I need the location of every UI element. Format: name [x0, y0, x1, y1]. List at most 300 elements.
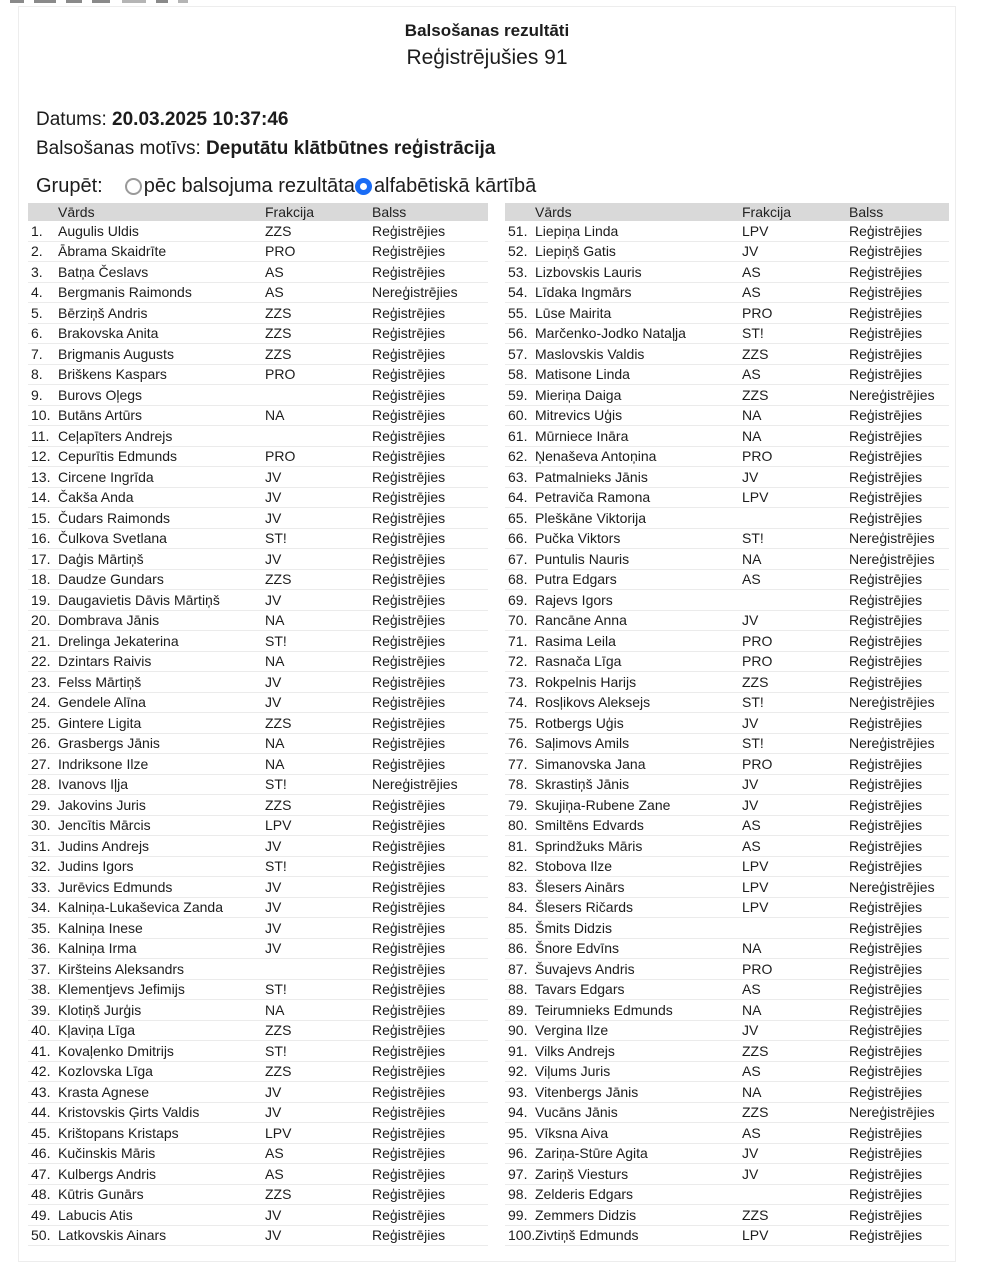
- cell-number: 28.: [31, 776, 51, 793]
- cell-faction: JV: [265, 1206, 282, 1223]
- table-row: [28, 1226, 488, 1247]
- cell-name: Mūrniece Ināra: [535, 427, 629, 444]
- cell-faction: LPV: [742, 222, 769, 239]
- cell-name: Kristovskis Ģirts Valdis: [58, 1104, 200, 1121]
- cell-name: Rosļikovs Aleksejs: [535, 694, 651, 711]
- cell-number: 43.: [31, 1083, 51, 1100]
- cell-number: 11.: [31, 427, 50, 444]
- cell-vote: Nereģistrējies: [849, 386, 935, 403]
- cell-number: 53.: [508, 263, 528, 280]
- cell-number: 55.: [508, 304, 528, 321]
- table-row: [28, 242, 488, 263]
- cell-name: Pleškāne Viktorija: [535, 509, 647, 526]
- cell-name: Vilks Andrejs: [535, 1042, 615, 1059]
- cell-name: Puntulis Nauris: [535, 550, 630, 567]
- cell-vote: Reģistrējies: [372, 509, 446, 526]
- cell-vote: Reģistrējies: [372, 489, 446, 506]
- cell-number: 19.: [31, 591, 51, 608]
- cell-vote: Reģistrējies: [849, 940, 923, 957]
- cell-name: Kļaviņa Līga: [58, 1022, 136, 1039]
- cell-vote: Reģistrējies: [849, 899, 923, 916]
- cell-name: Cepurītis Edmunds: [58, 448, 178, 465]
- cell-number: 78.: [508, 776, 528, 793]
- cell-vote: Reģistrējies: [849, 1063, 923, 1080]
- cell-name: Viļums Juris: [535, 1063, 611, 1080]
- cell-vote: Reģistrējies: [372, 243, 446, 260]
- cell-faction: NA: [742, 1001, 762, 1018]
- cell-vote: Reģistrējies: [849, 632, 923, 649]
- table-row: [28, 693, 488, 714]
- radio-option-label: pēc balsojuma rezultāta: [143, 174, 355, 197]
- cell-faction: NA: [742, 427, 762, 444]
- cell-vote: Nereģistrējies: [849, 530, 935, 547]
- table-row: [28, 549, 488, 570]
- cell-faction: PRO: [742, 653, 773, 670]
- cell-vote: Reģistrējies: [849, 1206, 923, 1223]
- table-row: [505, 590, 949, 611]
- cell-number: 100.: [508, 1227, 536, 1244]
- cell-number: 58.: [508, 366, 528, 383]
- table-row: [28, 1082, 488, 1103]
- cell-vote: Reģistrējies: [372, 755, 446, 772]
- cell-vote: Reģistrējies: [849, 571, 923, 588]
- motive-label: Balsošanas motīvs:: [36, 138, 201, 159]
- date-value: 20.03.2025 10:37:46: [112, 109, 289, 130]
- cell-faction: NA: [742, 407, 762, 424]
- table-row: [505, 754, 949, 775]
- cell-number: 14.: [31, 489, 51, 506]
- cell-name: Vucāns Jānis: [535, 1104, 618, 1121]
- cell-name: Čakša Anda: [58, 489, 134, 506]
- cell-faction: AS: [742, 263, 761, 280]
- cell-vote: Reģistrējies: [372, 1206, 446, 1223]
- cell-number: 92.: [508, 1063, 528, 1080]
- cell-faction: ZZS: [742, 1042, 769, 1059]
- clipped-top-text-artifact: [156, 0, 168, 3]
- cell-faction: LPV: [265, 817, 292, 834]
- cell-number: 80.: [508, 817, 528, 834]
- cell-number: 8.: [31, 366, 43, 383]
- cell-faction: AS: [742, 1124, 761, 1141]
- cell-number: 17.: [31, 550, 51, 567]
- cell-vote: Reģistrējies: [372, 366, 446, 383]
- cell-vote: Nereģistrējies: [372, 284, 458, 301]
- registered-count: Reģistrējušies 91: [406, 46, 568, 69]
- table-row: [28, 590, 488, 611]
- cell-faction: AS: [742, 817, 761, 834]
- table-row: [505, 324, 949, 345]
- table-row: [505, 467, 949, 488]
- cell-faction: ZZS: [742, 673, 769, 690]
- cell-faction: ST!: [265, 981, 287, 998]
- table-row: [28, 529, 488, 550]
- cell-faction: ST!: [265, 530, 287, 547]
- table-row: [28, 939, 488, 960]
- table-row: [28, 1164, 488, 1185]
- table-row: [28, 1144, 488, 1165]
- cell-vote: Reģistrējies: [849, 612, 923, 629]
- cell-name: Kalniņa Inese: [58, 919, 143, 936]
- cell-number: 20.: [31, 612, 51, 629]
- radio-icon[interactable]: [125, 178, 142, 195]
- cell-number: 59.: [508, 386, 528, 403]
- cell-faction: ZZS: [265, 1063, 292, 1080]
- table-row: [505, 365, 949, 386]
- cell-faction: NA: [742, 550, 762, 567]
- cell-name: Ivanovs Iļja: [58, 776, 129, 793]
- cell-vote: Reģistrējies: [849, 222, 923, 239]
- table-right-half: [505, 203, 949, 1246]
- cell-faction: NA: [265, 407, 285, 424]
- cell-vote: Reģistrējies: [849, 653, 923, 670]
- table-row: [28, 221, 488, 242]
- cell-vote: Reģistrējies: [372, 960, 446, 977]
- cell-name: Felss Mārtiņš: [58, 673, 142, 690]
- cell-name: Klotiņš Jurģis: [58, 1001, 142, 1018]
- cell-name: Drelinga Jekaterina: [58, 632, 179, 649]
- cell-faction: PRO: [265, 243, 296, 260]
- cell-name: Kalniņa Irma: [58, 940, 137, 957]
- cell-vote: Reģistrējies: [849, 284, 923, 301]
- table-row: [505, 631, 949, 652]
- cell-number: 49.: [31, 1206, 51, 1223]
- cell-faction: AS: [742, 981, 761, 998]
- cell-name: Grasbergs Jānis: [58, 735, 160, 752]
- cell-faction: ZZS: [265, 222, 292, 239]
- cell-name: Brigmanis Augusts: [58, 345, 174, 362]
- cell-faction: PRO: [742, 755, 773, 772]
- cell-number: 24.: [31, 694, 51, 711]
- table-row: [505, 1062, 949, 1083]
- cell-number: 44.: [31, 1104, 51, 1121]
- cell-name: Zemmers Didzis: [535, 1206, 637, 1223]
- cell-faction: ZZS: [265, 1186, 292, 1203]
- cell-name: Daģis Mārtiņš: [58, 550, 144, 567]
- cell-number: 25.: [31, 714, 51, 731]
- cell-vote: Nereģistrējies: [849, 878, 935, 895]
- cell-vote: Reģistrējies: [372, 796, 446, 813]
- cell-number: 90.: [508, 1022, 528, 1039]
- cell-vote: Reģistrējies: [372, 304, 446, 321]
- cell-number: 32.: [31, 858, 51, 875]
- cell-vote: Reģistrējies: [849, 817, 923, 834]
- table-header-row: [28, 203, 488, 221]
- cell-faction: LPV: [742, 489, 769, 506]
- cell-name: Kulbergs Andris: [58, 1165, 157, 1182]
- cell-number: 29.: [31, 796, 51, 813]
- cell-number: 18.: [31, 571, 51, 588]
- cell-name: Latkovskis Ainars: [58, 1227, 167, 1244]
- cell-number: 76.: [508, 735, 528, 752]
- table-row: [505, 939, 949, 960]
- cell-faction: ST!: [742, 694, 764, 711]
- cell-faction: JV: [742, 796, 759, 813]
- cell-vote: Reģistrējies: [372, 1063, 446, 1080]
- cell-vote: Reģistrējies: [372, 694, 446, 711]
- results-panel: [18, 6, 956, 1262]
- cell-vote: Reģistrējies: [372, 714, 446, 731]
- cell-faction: JV: [265, 673, 282, 690]
- cell-vote: Reģistrējies: [849, 366, 923, 383]
- table-row: [505, 795, 949, 816]
- cell-faction: ST!: [265, 632, 287, 649]
- cell-number: 42.: [31, 1063, 51, 1080]
- cell-number: 50.: [31, 1227, 51, 1244]
- table-row: [28, 631, 488, 652]
- table-row: [505, 1205, 949, 1226]
- table-row: [505, 713, 949, 734]
- cell-number: 79.: [508, 796, 528, 813]
- cell-vote: Reģistrējies: [849, 427, 923, 444]
- cell-name: Sprindžuks Māris: [535, 837, 643, 854]
- cell-name: Butāns Artūrs: [58, 407, 143, 424]
- cell-faction: LPV: [742, 899, 769, 916]
- cell-name: Dombrava Jānis: [58, 612, 160, 629]
- cell-name: Šmits Didzis: [535, 919, 613, 936]
- clipped-top-text-artifact: [10, 0, 24, 3]
- cell-vote: Reģistrējies: [372, 1001, 446, 1018]
- cell-faction: AS: [265, 1165, 284, 1182]
- table-row: [28, 898, 488, 919]
- cell-name: Rokpelnis Harijs: [535, 673, 637, 690]
- cell-vote: Reģistrējies: [372, 981, 446, 998]
- cell-number: 84.: [508, 899, 528, 916]
- cell-vote: Reģistrējies: [849, 796, 923, 813]
- cell-faction: LPV: [742, 878, 769, 895]
- column-header-vote: Balss: [849, 204, 884, 220]
- cell-name: Marčenko-Jodko Nataļja: [535, 325, 686, 342]
- cell-number: 35.: [31, 919, 51, 936]
- cell-name: Zariņš Viesturs: [535, 1165, 629, 1182]
- table-row: [28, 426, 488, 447]
- table-row: [505, 836, 949, 857]
- cell-name: Rasnača Līga: [535, 653, 622, 670]
- table-row: [505, 898, 949, 919]
- cell-faction: AS: [742, 837, 761, 854]
- cell-name: Judins Andrejs: [58, 837, 150, 854]
- table-row: [505, 980, 949, 1001]
- cell-number: 41.: [31, 1042, 51, 1059]
- table-header-row: [505, 203, 949, 221]
- table-row: [28, 488, 488, 509]
- column-header-vote: Balss: [372, 204, 407, 220]
- cell-vote: Reģistrējies: [849, 489, 923, 506]
- cell-vote: Reģistrējies: [372, 878, 446, 895]
- cell-number: 61.: [508, 427, 528, 444]
- cell-name: Teirumnieks Edmunds: [535, 1001, 673, 1018]
- cell-vote: Reģistrējies: [372, 530, 446, 547]
- cell-number: 68.: [508, 571, 528, 588]
- table-row: [28, 857, 488, 878]
- cell-number: 64.: [508, 489, 528, 506]
- cell-faction: AS: [742, 571, 761, 588]
- cell-faction: JV: [742, 243, 759, 260]
- cell-faction: PRO: [265, 366, 296, 383]
- table-row: [28, 1000, 488, 1021]
- cell-faction: JV: [265, 489, 282, 506]
- table-row: [505, 242, 949, 263]
- cell-name: Lizbovskis Lauris: [535, 263, 642, 280]
- cell-number: 31.: [31, 837, 51, 854]
- table-row: [28, 1021, 488, 1042]
- cell-vote: Reģistrējies: [372, 858, 446, 875]
- cell-vote: Reģistrējies: [849, 776, 923, 793]
- cell-vote: Nereģistrējies: [849, 1104, 935, 1121]
- cell-faction: AS: [742, 284, 761, 301]
- cell-faction: AS: [265, 284, 284, 301]
- cell-number: 66.: [508, 530, 528, 547]
- table-row: [28, 713, 488, 734]
- cell-vote: Reģistrējies: [849, 1022, 923, 1039]
- cell-number: 22.: [31, 653, 51, 670]
- radio-option-alphabetical[interactable]: [355, 175, 536, 198]
- table-row: [28, 447, 488, 468]
- cell-number: 34.: [31, 899, 51, 916]
- cell-name: Saļimovs Amils: [535, 735, 630, 752]
- cell-number: 81.: [508, 837, 528, 854]
- cell-vote: Reģistrējies: [849, 304, 923, 321]
- cell-number: 3.: [31, 263, 43, 280]
- motive-value: Deputātu klātbūtnes reģistrācija: [206, 138, 496, 159]
- radio-option-by-vote-result[interactable]: [125, 175, 355, 198]
- cell-name: Šlesers Ainārs: [535, 878, 625, 895]
- cell-faction: PRO: [742, 448, 773, 465]
- table-row: [505, 1041, 949, 1062]
- table-row: [505, 406, 949, 427]
- cell-vote: Nereģistrējies: [849, 694, 935, 711]
- cell-number: 54.: [508, 284, 528, 301]
- cell-faction: ZZS: [265, 325, 292, 342]
- cell-number: 73.: [508, 673, 528, 690]
- clipped-top-text-artifact: [92, 0, 110, 3]
- cell-vote: Reģistrējies: [849, 714, 923, 731]
- table-row: [28, 959, 488, 980]
- cell-faction: JV: [742, 468, 759, 485]
- cell-faction: JV: [265, 837, 282, 854]
- cell-name: Gintere Ligita: [58, 714, 142, 731]
- cell-faction: ST!: [265, 858, 287, 875]
- cell-name: Ņenaševa Antoņina: [535, 448, 657, 465]
- cell-vote: Reģistrējies: [372, 632, 446, 649]
- clipped-top-text-artifact: [34, 0, 56, 3]
- table-row: [505, 529, 949, 550]
- table-row: [505, 877, 949, 898]
- motive-line: [36, 138, 955, 160]
- cell-name: Ābrama Skaidrīte: [58, 243, 167, 260]
- cell-faction: JV: [265, 878, 282, 895]
- cell-faction: LPV: [265, 1124, 292, 1141]
- cell-number: 77.: [508, 755, 528, 772]
- cell-number: 33.: [31, 878, 51, 895]
- cell-vote: Reģistrējies: [372, 1124, 446, 1141]
- cell-vote: Reģistrējies: [849, 673, 923, 690]
- cell-vote: Reģistrējies: [372, 325, 446, 342]
- cell-name: Bergmanis Raimonds: [58, 284, 192, 301]
- table-row: [28, 385, 488, 406]
- cell-name: Šnore Edvīns: [535, 940, 620, 957]
- table-row: [28, 467, 488, 488]
- cell-faction: JV: [265, 591, 282, 608]
- cell-faction: ZZS: [265, 571, 292, 588]
- cell-name: Mitrevics Uģis: [535, 407, 623, 424]
- cell-faction: NA: [742, 940, 762, 957]
- cell-number: 60.: [508, 407, 528, 424]
- table-row: [505, 447, 949, 468]
- cell-name: Briškens Kaspars: [58, 366, 167, 383]
- table-row: [28, 508, 488, 529]
- cell-name: Krištopans Kristaps: [58, 1124, 179, 1141]
- cell-faction: ZZS: [265, 304, 292, 321]
- cell-vote: Reģistrējies: [849, 1001, 923, 1018]
- cell-faction: ZZS: [742, 345, 769, 362]
- table-row: [505, 344, 949, 365]
- cell-vote: Reģistrējies: [372, 735, 446, 752]
- cell-name: Smiltēns Edvards: [535, 817, 644, 834]
- cell-number: 62.: [508, 448, 528, 465]
- table-row: [505, 775, 949, 796]
- cell-vote: Reģistrējies: [372, 1165, 446, 1182]
- table-row: [505, 816, 949, 837]
- cell-faction: JV: [265, 919, 282, 936]
- cell-number: 70.: [508, 612, 528, 629]
- cell-faction: NA: [742, 1083, 762, 1100]
- cell-vote: Reģistrējies: [849, 407, 923, 424]
- column-header-name: Vārds: [535, 204, 572, 220]
- table-row: [28, 365, 488, 386]
- cell-number: 89.: [508, 1001, 528, 1018]
- table-body-left: [28, 221, 488, 1246]
- cell-name: Daugavietis Dāvis Mārtiņš: [58, 591, 220, 608]
- cell-name: Maslovskis Valdis: [535, 345, 645, 362]
- grouping-label: Grupēt:: [36, 174, 103, 197]
- cell-number: 52.: [508, 243, 528, 260]
- table-row: [28, 795, 488, 816]
- cell-faction: AS: [742, 366, 761, 383]
- radio-option-label: alfabētiskā kārtībā: [373, 174, 537, 197]
- cell-vote: Reģistrējies: [372, 612, 446, 629]
- cell-faction: NA: [265, 735, 285, 752]
- radio-icon[interactable]: [355, 178, 372, 195]
- cell-number: 69.: [508, 591, 528, 608]
- cell-name: Mieriņa Daiga: [535, 386, 622, 403]
- cell-number: 4.: [31, 284, 43, 301]
- grouping-controls: [36, 173, 955, 199]
- table-row: [505, 426, 949, 447]
- cell-number: 99.: [508, 1206, 528, 1223]
- cell-faction: JV: [265, 550, 282, 567]
- table-row: [28, 816, 488, 837]
- cell-name: Daudze Gundars: [58, 571, 164, 588]
- cell-name: Klementjevs Jefimijs: [58, 981, 185, 998]
- cell-vote: Nereģistrējies: [849, 550, 935, 567]
- cell-faction: JV: [265, 509, 282, 526]
- cell-name: Stobova Ilze: [535, 858, 613, 875]
- cell-name: Zelderis Edgars: [535, 1186, 634, 1203]
- cell-number: 36.: [31, 940, 51, 957]
- cell-faction: PRO: [742, 960, 773, 977]
- cell-number: 48.: [31, 1186, 51, 1203]
- page-title: Balsošanas rezultāti: [404, 21, 570, 40]
- cell-name: Kiršteins Aleksandrs: [58, 960, 185, 977]
- table-row: [28, 775, 488, 796]
- cell-number: 63.: [508, 468, 528, 485]
- cell-faction: ZZS: [742, 386, 769, 403]
- table-row: [28, 980, 488, 1001]
- table-row: [505, 488, 949, 509]
- cell-vote: Reģistrējies: [849, 325, 923, 342]
- cell-vote: Reģistrējies: [849, 919, 923, 936]
- cell-number: 91.: [508, 1042, 528, 1059]
